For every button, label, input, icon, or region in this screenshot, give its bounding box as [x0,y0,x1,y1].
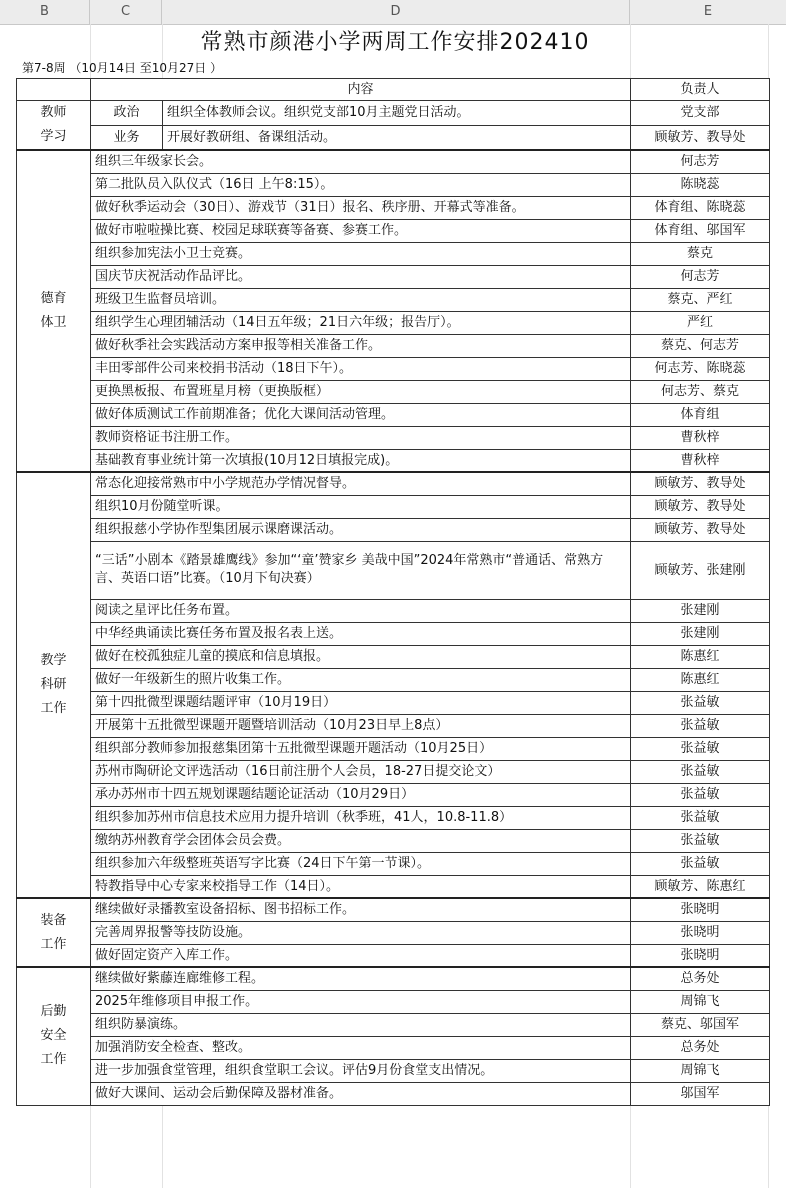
table-row [17,1036,770,1059]
column-header-b[interactable]: B [0,0,90,24]
schedule-table [16,78,770,1106]
task-content-cell[interactable]: 继续做好紫藤连廊维修工程。 [91,967,631,990]
column-header-bar [0,0,786,25]
table-row [17,898,770,921]
header-blank-cell[interactable] [17,79,91,101]
table-row [17,668,770,691]
responsible-person-cell[interactable]: 体育组、邬国军 [631,219,770,242]
task-content-cell[interactable]: 第二批队员入队仪式（16日 上午8:15）。 [91,173,631,196]
responsible-person-cell[interactable]: 蔡克、邬国军 [631,1013,770,1036]
table-row [17,449,770,472]
table-row [17,760,770,783]
column-header-c[interactable]: C [90,0,162,24]
responsible-person-cell[interactable]: 张晓明 [631,898,770,921]
responsible-person-cell[interactable]: 蔡克、何志芳 [631,334,770,357]
table-row [17,691,770,714]
task-content-cell[interactable]: 组织部分教师参加报慈集团第十五批微型课题开题活动（10月25日） [91,737,631,760]
column-header-e[interactable]: E [703,4,713,19]
task-content-cell[interactable]: 阅读之星评比任务布置。 [91,599,631,622]
category-label: 教师 [40,105,67,120]
task-content-cell[interactable]: 组织参加六年级整班英语写字比赛（24日下午第一节课）。 [91,852,631,875]
task-content-cell[interactable]: 组织报慈小学协作型集团展示课磨课活动。 [91,518,631,541]
table-row [17,806,770,829]
schedule-body [17,79,770,1106]
responsible-person-cell[interactable]: 顾敏芳、陈惠红 [631,875,770,898]
task-content-cell[interactable]: 开展好教研组、备课组活动。 [163,125,631,150]
table-row [17,472,770,495]
category-label: 工作 [40,936,67,952]
responsible-person-cell[interactable]: 何志芳、蔡克 [631,380,770,403]
responsible-person-cell[interactable]: 顾敏芳、张建刚 [631,541,770,599]
table-row [17,495,770,518]
task-content-cell[interactable]: 国庆节庆祝活动作品评比。 [91,265,631,288]
responsible-person-cell[interactable]: 张晓明 [631,921,770,944]
responsible-person-cell[interactable]: 张益敏 [631,737,770,760]
task-content-cell[interactable]: 继续做好录播教室设备招标、图书招标工作。 [91,898,631,921]
task-content-cell[interactable]: 组织全体教师会议。组织党支部10月主题党日活动。 [163,101,631,126]
responsible-person-cell[interactable]: 顾敏芳、教导处 [631,518,770,541]
task-content-cell[interactable]: 做好秋季社会实践活动方案申报等相关准备工作。 [91,334,631,357]
table-row [17,311,770,334]
category-label: 体卫 [40,315,67,330]
category-label: 学习 [40,129,67,144]
week-range[interactable]: 第7-8周 （10月14日 至10月27日 ） [22,61,223,75]
task-content-cell[interactable]: 特教指导中心专家来校指导工作（14日）。 [91,875,631,898]
category-label: 科研 [40,677,67,692]
responsible-person-cell[interactable]: 顾敏芳、教导处 [631,125,770,150]
responsible-person-cell[interactable]: 蔡克、严红 [631,288,770,311]
table-row [17,426,770,449]
subcategory-cell[interactable]: 政治 [91,101,163,126]
table-row [17,737,770,760]
table-row [17,101,770,126]
responsible-person-cell[interactable]: 张益敏 [631,691,770,714]
table-row [17,967,770,990]
table-row [17,288,770,311]
subcategory-cell[interactable]: 业务 [91,125,163,150]
task-content-cell[interactable]: 2025年维修项目申报工作。 [91,990,631,1013]
responsible-person-cell[interactable]: 张益敏 [631,714,770,737]
table-row [17,403,770,426]
responsible-person-cell[interactable]: 张益敏 [631,783,770,806]
header-person[interactable]: 负责人 [631,79,770,101]
responsible-person-cell[interactable]: 体育组 [631,403,770,426]
responsible-person-cell[interactable]: 曹秋梓 [631,449,770,472]
table-row [17,334,770,357]
table-row [17,173,770,196]
task-content-cell[interactable]: 组织参加宪法小卫士竞赛。 [91,242,631,265]
task-content-cell[interactable]: 组织防暴演练。 [91,1013,631,1036]
category-cell[interactable] [17,150,91,472]
table-row [17,196,770,219]
category-label: 工作 [40,701,67,716]
table-row [17,265,770,288]
task-content-cell[interactable]: 组织10月份随堂听课。 [91,495,631,518]
responsible-person-cell[interactable]: 严红 [631,311,770,334]
category-label: 工作 [40,1052,67,1068]
table-row [17,714,770,737]
task-content-cell[interactable]: 丰田零部件公司来校捐书活动（18日下午）。 [91,357,631,380]
responsible-person-cell[interactable]: 曹秋梓 [631,426,770,449]
task-content-cell[interactable]: 缴纳苏州教育学会团体会员会费。 [91,829,631,852]
task-content-cell[interactable]: 承办苏州市十四五规划课题结题论证活动（10月29日） [91,783,631,806]
category-label: 德育 [40,291,67,306]
category-label: 安全 [40,1028,67,1044]
table-row [17,852,770,875]
task-content-cell[interactable]: 做好在校孤独症儿童的摸底和信息填报。 [91,645,631,668]
category-cell[interactable] [17,898,91,967]
header-row [17,79,770,101]
task-content-cell[interactable]: 班级卫生监督员培训。 [91,288,631,311]
task-content-cell[interactable]: 更换黑板报、布置班星月榜（更换版框） [91,380,631,403]
responsible-person-cell[interactable]: 周锦飞 [631,1059,770,1082]
task-content-cell[interactable]: 中华经典诵读比赛任务布置及报名表上送。 [91,622,631,645]
category-label: 装备 [40,912,67,928]
task-content-cell[interactable]: 加强消防安全检查、整改。 [91,1036,631,1059]
table-row [17,150,770,173]
table-row [17,1082,770,1105]
table-row [17,783,770,806]
task-content-cell[interactable]: 基础教育事业统计第一次填报(10月12日填报完成)。 [91,449,631,472]
task-content-cell[interactable]: 开展第十五批微型课题开题暨培训活动（10月23日早上8点） [91,714,631,737]
task-content-cell[interactable]: 做好一年级新生的照片收集工作。 [91,668,631,691]
task-content-cell[interactable]: 组织三年级家长会。 [91,150,631,173]
table-row [17,645,770,668]
category-label: 教学 [40,653,67,668]
responsible-person-cell[interactable]: 邬国军 [631,1082,770,1105]
task-content-cell[interactable]: 做好大课间、运动会后勤保障及器材准备。 [91,1082,631,1105]
task-content-cell[interactable]: 做好固定资产入库工作。 [91,944,631,967]
responsible-person-cell[interactable]: 何志芳 [631,265,770,288]
table-row [17,921,770,944]
responsible-person-cell[interactable]: 何志芳 [631,150,770,173]
responsible-person-cell[interactable]: 何志芳、陈晓蕊 [631,357,770,380]
header-content[interactable]: 内容 [91,79,631,101]
task-content-cell[interactable]: 做好体质测试工作前期准备；优化大课间活动管理。 [91,403,631,426]
table-row [17,242,770,265]
responsible-person-cell[interactable]: 顾敏芳、教导处 [631,495,770,518]
table-row [17,990,770,1013]
table-row [17,622,770,645]
category-cell[interactable] [17,967,91,1105]
responsible-person-cell[interactable]: 张益敏 [631,760,770,783]
table-row [17,1059,770,1082]
task-content-cell[interactable]: 苏州市陶研论文评选活动（16日前注册个人会员，18-27日提交论文） [91,760,631,783]
responsible-person-cell[interactable]: 陈晓蕊 [631,173,770,196]
task-content-cell[interactable]: “三话”小剧本《踏景雄鹰线》参加“‘童’赞家乡 美哉中国”2024年常熟市“普通话、常熟方言、英语口语”比赛。（10月下旬决赛） [91,541,631,599]
responsible-person-cell[interactable]: 总务处 [631,967,770,990]
task-content-cell[interactable]: 进一步加强食堂管理，组织食堂职工会议。评估9月份食堂支出情况。 [91,1059,631,1082]
task-content-cell[interactable]: 组织参加苏州市信息技术应用力提升培训（秋季班，41人，10.8-11.8） [91,806,631,829]
table-row [17,829,770,852]
table-row [17,944,770,967]
table-row [17,357,770,380]
table-row [17,125,770,150]
responsible-person-cell[interactable]: 张益敏 [631,852,770,875]
category-cell[interactable] [17,101,91,151]
responsible-person-cell[interactable]: 总务处 [631,1036,770,1059]
table-row [17,1013,770,1036]
responsible-person-cell[interactable]: 张建刚 [631,599,770,622]
responsible-person-cell[interactable]: 陈惠红 [631,668,770,691]
table-row [17,875,770,898]
table-row [17,380,770,403]
task-content-cell[interactable]: 做好市啦啦操比赛、校园足球联赛等备赛、参赛工作。 [91,219,631,242]
task-content-cell[interactable]: 教师资格证书注册工作。 [91,426,631,449]
responsible-person-cell[interactable]: 体育组、陈晓蕊 [631,196,770,219]
responsible-person-cell[interactable]: 党支部 [631,101,770,126]
task-content-cell[interactable]: 第十四批微型课题结题评审（10月19日） [91,691,631,714]
responsible-person-cell[interactable]: 周锦飞 [631,990,770,1013]
column-header-d[interactable]: D [162,0,630,24]
responsible-person-cell[interactable]: 陈惠红 [631,645,770,668]
responsible-person-cell[interactable]: 张益敏 [631,806,770,829]
responsible-person-cell[interactable]: 张益敏 [631,829,770,852]
table-row [17,518,770,541]
table-row [17,541,770,599]
responsible-person-cell[interactable]: 张晓明 [631,944,770,967]
task-content-cell[interactable]: 做好秋季运动会（30日）、游戏节（31日）报名、秩序册、开幕式等准备。 [91,196,631,219]
table-row [17,599,770,622]
sheet-title[interactable]: 常熟市颜港小学两周工作安排202410 [200,30,590,55]
task-content-cell[interactable]: 组织学生心理团辅活动（14日五年级；21日六年级；报告厅）。 [91,311,631,334]
task-content-cell[interactable]: 完善周界报警等技防设施。 [91,921,631,944]
table-row [17,219,770,242]
category-cell[interactable] [17,472,91,898]
responsible-person-cell[interactable]: 顾敏芳、教导处 [631,472,770,495]
category-label: 后勤 [40,1004,67,1020]
task-content-cell[interactable]: 常态化迎接常熟市中小学规范办学情况督导。 [91,472,631,495]
responsible-person-cell[interactable]: 蔡克 [631,242,770,265]
responsible-person-cell[interactable]: 张建刚 [631,622,770,645]
